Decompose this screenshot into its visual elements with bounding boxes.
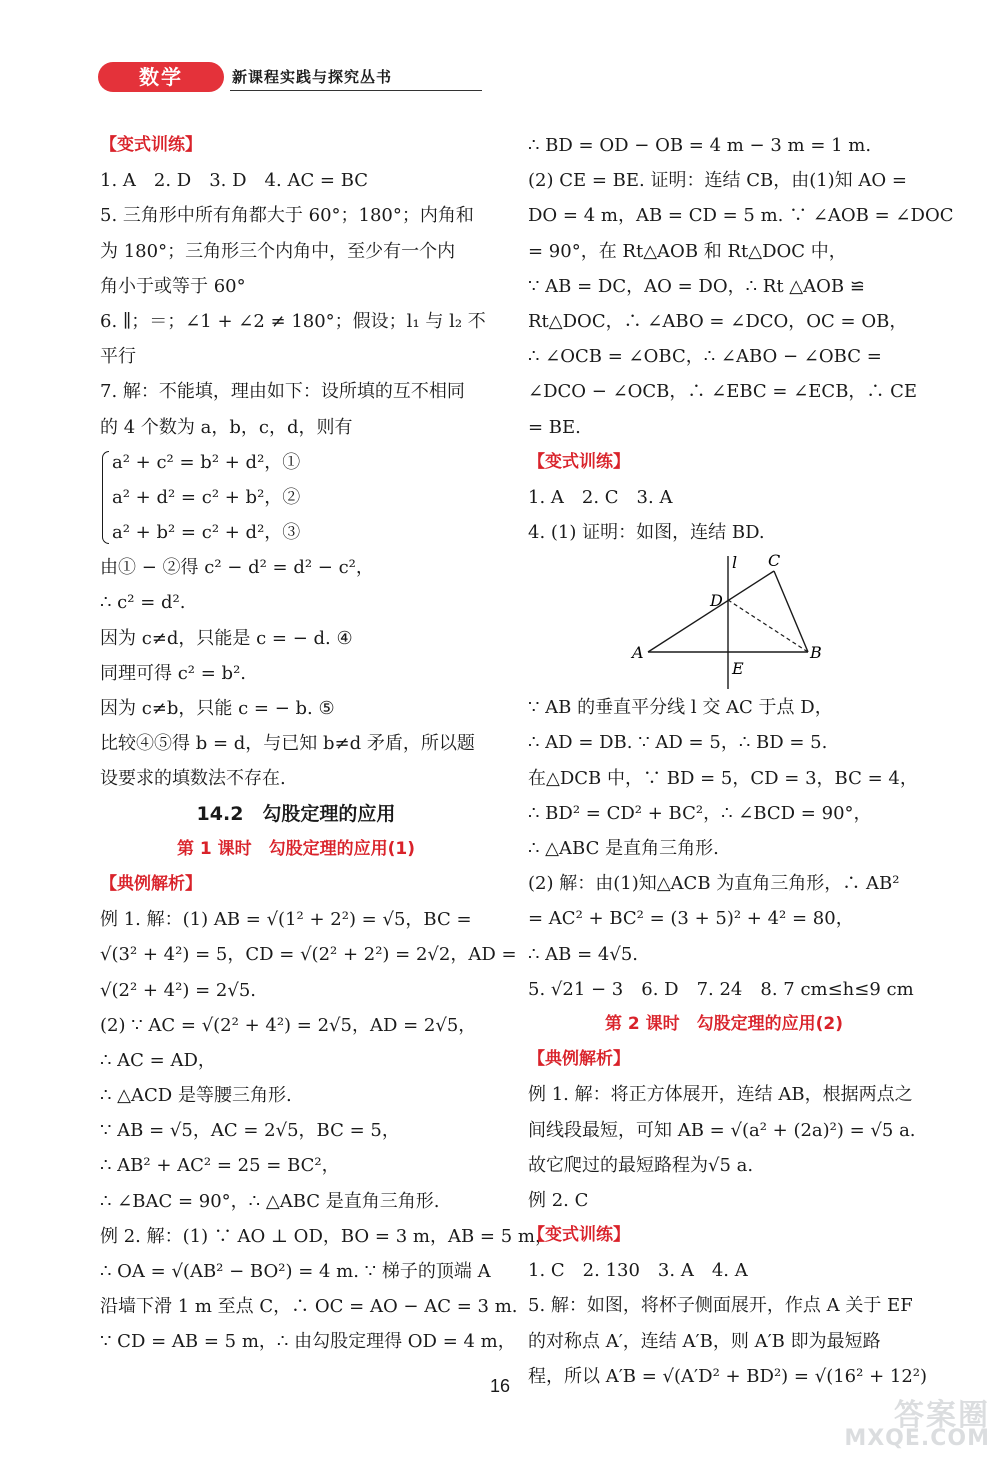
text-line: 同理可得 c² = b². (100, 662, 247, 684)
text-line: 7. 解：不能填，理由如下：设所填的互不相同 (100, 381, 465, 403)
text-line: (2) CE = BE. 证明：连结 CB，由(1)知 AO = (528, 170, 907, 192)
label-a: A (632, 643, 644, 663)
text-line: 由① − ②得 c² − d² = d² − c²， (100, 557, 374, 579)
text-line: = BE. (528, 416, 581, 438)
subject-badge: 数学 (98, 62, 224, 92)
text-line: ∵ AB = √5，AC = 2√5，BC = 5， (100, 1120, 400, 1142)
label-l: l (732, 553, 738, 573)
label-d: D (710, 591, 723, 611)
watermark-logo (806, 1390, 996, 1452)
header-rule (230, 90, 482, 91)
right-column (528, 128, 954, 1394)
text-line: 5. √21 − 3 6. D 7. 24 8. 7 cm≤h≤9 cm (528, 978, 914, 1000)
text-line: 在△DCB 中，∵ BD = 5，CD = 3，BC = 4， (528, 767, 918, 789)
text-line: ∴ c² = d². (100, 592, 186, 614)
text-line: 因为 c≠d，只能是 c = − d. ④ (100, 627, 353, 649)
text-line: 例 1. 解：(1) AB = √(1² + 2²) = √5，BC = (100, 909, 472, 931)
left-column (100, 128, 553, 1360)
text-line: 例 2. C (528, 1189, 589, 1211)
equation-line: a² + c² = b² + d²，① (112, 451, 301, 473)
watermark-url: MXQE.COM (844, 1426, 990, 1451)
section-tag: 【变式训练】 (100, 135, 202, 155)
text-line: 设要求的填数法不存在. (100, 768, 286, 790)
text-line: ∴ ∠OCB = ∠OBC，∴ ∠ABO − ∠OBC = (528, 346, 882, 368)
perpendicular-bisector-diagram (624, 550, 824, 690)
section-tag: 【变式训练】 (528, 1225, 630, 1246)
text-line: 4. (1) 证明：如图，连结 BD. (528, 522, 765, 544)
text-line: ∵ CD = AB = 5 m，∴ 由勾股定理得 OD = 4 m， (100, 1331, 516, 1353)
text-line: 6. ∥；＝；∠1 + ∠2 ≠ 180°；假设；l₁ 与 l₂ 不 (100, 310, 486, 332)
text-line: ∴ OA = √(AB² − BO²) = 4 m. ∵ 梯子的顶端 A (100, 1261, 491, 1282)
text-line: 5. 三角形中所有角都大于 60°；180°；内角和 (100, 205, 474, 227)
text-line: 为 180°；三角形三个内角中，至少有一个内 (100, 240, 456, 262)
text-line: 比较④⑤得 b = d，与已知 b≠d 矛盾，所以题 (100, 733, 475, 755)
text-line: ∴ △ABC 是直角三角形. (528, 838, 719, 859)
text-line: 例 1. 解：将正方体展开，连结 AB，根据两点之 (528, 1084, 913, 1106)
text-line: 1. A 2. D 3. D 4. AC = BC (100, 170, 369, 192)
right-column-top (528, 128, 954, 550)
text-line: DO = 4 m，AB = CD = 5 m. ∵ ∠AOB = ∠DOC (528, 205, 954, 227)
text-line: = AC² + BC² = (3 + 5)² + 4² = 80， (528, 908, 854, 930)
text-line: (2) 解：由(1)知△ACB 为直角三角形，∴ AB² (528, 873, 900, 895)
section-tag: 【典例解析】 (528, 1049, 630, 1070)
text-line: 程，所以 A′B = √(A′D² + BD²) = √(16² + 12²) (528, 1365, 928, 1387)
text-line: ∵ AB 的垂直平分线 l 交 AC 于点 D， (528, 697, 833, 719)
label-e: E (732, 659, 744, 679)
text-line: 例 2. 解：(1) ∵ AO ⊥ OD，BO = 3 m，AB = 5 m， (100, 1225, 553, 1247)
text-line: 的对称点 A′，连结 A′B，则 A′B 即为最短路 (528, 1330, 881, 1352)
text-line: √(3² + 4²) = 5，CD = √(2² + 2²) = 2√2，AD = (100, 944, 517, 966)
text-line: 平行 (100, 346, 136, 368)
lesson-heading: 第 1 课时 勾股定理的应用(1) (176, 838, 416, 859)
text-line: ∴ BD² = CD² + BC²，∴ ∠BCD = 90°， (528, 802, 872, 824)
text-line: ∠DCO − ∠OCB，∴ ∠EBC = ∠ECB，∴ CE (528, 381, 918, 403)
text-line: ∴ AD = DB. ∵ AD = 5，∴ BD = 5. (528, 732, 828, 754)
text-line: 的 4 个数为 a，b，c，d，则有 (100, 416, 353, 438)
geometry-figure (528, 550, 920, 690)
section-tag: 【典例解析】 (100, 873, 202, 894)
text-line: √(2² + 4²) = 2√5. (100, 979, 256, 1001)
text-line: 因为 c≠b，只能 c = − b. ⑤ (100, 698, 335, 719)
text-line: 1. A 2. C 3. A (528, 486, 673, 508)
segment-cb (774, 571, 808, 652)
equation-line: a² + d² = c² + b²，② (112, 486, 301, 508)
text-line: 沿墙下滑 1 m 至点 C，∴ OC = AO − AC = 3 m. (100, 1296, 518, 1318)
text-line: ∴ BD = OD − OB = 4 m − 3 m = 1 m. (528, 135, 872, 156)
text-line: 5. 解：如图，将杯子侧面展开，作点 A 关于 EF (528, 1295, 913, 1317)
page-header (98, 60, 393, 96)
page-number: 16 (489, 1376, 511, 1396)
watermark-title: 答案圈 (894, 1398, 990, 1433)
segment-ac (648, 571, 774, 652)
series-title: 新课程实践与探究丛书 (232, 68, 393, 86)
equation-line: a² + b² = c² + d²，③ (112, 522, 301, 544)
text-line: ∴ AC = AD， (100, 1049, 216, 1071)
right-column-bottom (528, 690, 928, 1394)
label-c: C (768, 551, 781, 571)
text-line: ∴ △ACD 是等腰三角形. (100, 1085, 292, 1107)
text-line: 1. C 2. 130 3. A 4. A (528, 1260, 748, 1282)
text-line: 故它爬过的最短路程为√5 a. (528, 1154, 754, 1176)
equation-system (100, 445, 492, 551)
text-line: ∴ AB² + AC² = 25 = BC²， (100, 1155, 340, 1177)
text-line: Rt△DOC，∴ ∠ABO = ∠DCO，OC = OB， (528, 310, 908, 332)
text-line: ∵ AB = DC，AO = DO，∴ Rt △AOB ≌ (528, 275, 865, 297)
lesson-heading: 第 2 课时 勾股定理的应用(2) (604, 1013, 844, 1034)
section-heading: 14.2 勾股定理的应用 (196, 802, 396, 825)
text-line: ∴ AB = 4√5. (528, 943, 639, 965)
text-line: = 90°，在 Rt△AOB 和 Rt△DOC 中， (528, 240, 847, 262)
text-line: (2) ∵ AC = √(2² + 4²) = 2√5，AD = 2√5， (100, 1014, 477, 1036)
text-line: 间线段最短，可知 AB = √(a² + (2a)²) = √5 a. (528, 1119, 916, 1141)
text-line: 角小于或等于 60° (100, 275, 246, 297)
segment-bd-dashed (728, 600, 808, 652)
section-tag: 【变式训练】 (528, 451, 630, 472)
text-line: ∴ ∠BAC = 90°，∴ △ABC 是直角三角形. (100, 1190, 440, 1212)
label-b: B (810, 643, 822, 663)
